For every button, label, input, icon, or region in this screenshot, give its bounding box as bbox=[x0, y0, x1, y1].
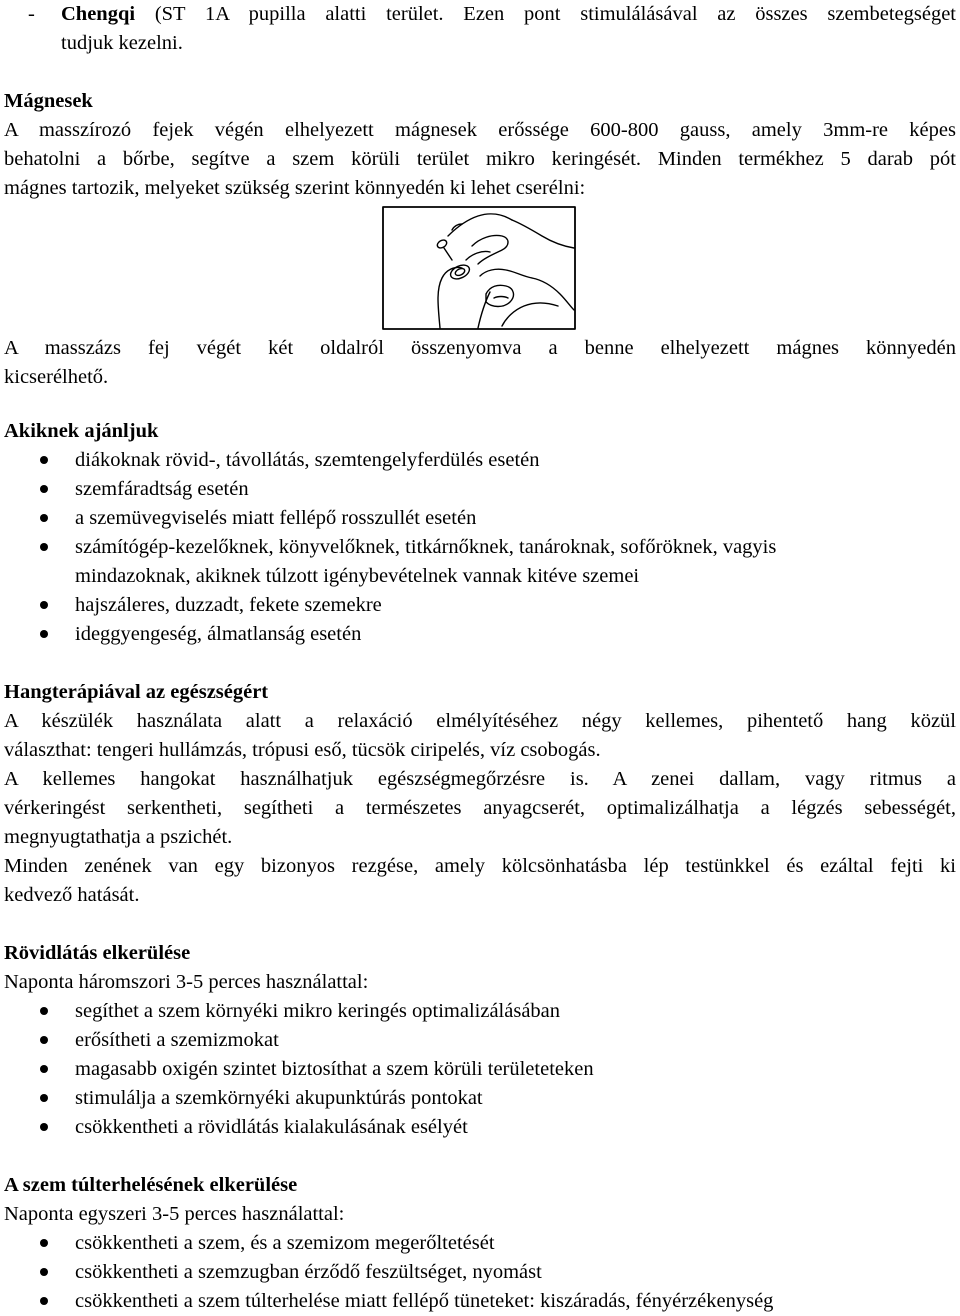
list-item-text-continued: mindazoknak, akiknek túlzott igénybevételnek vannak kitéve szemei bbox=[75, 565, 640, 587]
recommended-list bbox=[4, 446, 956, 649]
list-item bbox=[4, 1113, 956, 1142]
bullet-icon bbox=[40, 1239, 48, 1247]
bullet-icon bbox=[40, 601, 48, 609]
list-item-text: diákoknak rövid-, távollátás, szemtengelyferdülés esetén bbox=[75, 449, 540, 471]
myopia-intro: Naponta háromszori 3-5 perces használattal: bbox=[4, 971, 369, 993]
document-page bbox=[4, 0, 956, 1316]
magnets-line-2: behatolni a bőrbe, segítve a szem körüli terület mikro keringését. Minden termékhez 5 darab pót bbox=[4, 148, 956, 170]
sound-line-1: A készülék használata alatt a relaxáció elmélyítéséhez négy kellemes, pihentető hang közül bbox=[4, 710, 956, 732]
list-item-text: számítógép-kezelőknek, könyvelőknek, titkárnőknek, tanároknak, sofőröknek, vagyis bbox=[75, 536, 777, 558]
list-item bbox=[4, 533, 956, 591]
magnet-replacement-illustration-icon bbox=[382, 206, 576, 330]
list-item bbox=[4, 504, 956, 533]
sound-line-6: Minden zenének van egy bizonyos rezgése, amely kölcsönhatásba lép testünkkel és ezáltal fejti ki bbox=[4, 855, 956, 877]
bullet-icon bbox=[40, 1036, 48, 1044]
bullet-icon bbox=[40, 1268, 48, 1276]
overload-intro: Naponta egyszeri 3-5 perces használattal: bbox=[4, 1203, 345, 1225]
bullet-icon bbox=[40, 630, 48, 638]
list-item-text: csökkentheti a rövidlátás kialakulásának esélyét bbox=[75, 1116, 468, 1138]
list-item bbox=[4, 1026, 956, 1055]
bullet-icon bbox=[40, 1065, 48, 1073]
list-item bbox=[4, 1287, 956, 1316]
intro-line-2: tudjuk kezelni. bbox=[61, 32, 183, 54]
sound-line-2: választhat: tengeri hullámzás, trópusi eső, tücsök ciripelés, víz csobogás. bbox=[4, 739, 601, 761]
myopia-list bbox=[4, 997, 956, 1142]
bullet-icon bbox=[40, 456, 48, 464]
magnets-line-1: A masszírozó fejek végén elhelyezett mágnesek erőssége 600-800 gauss, amely 3mm-re képes bbox=[4, 119, 956, 141]
list-item-text: stimulálja a szemkörnyéki akupunktúrás pontokat bbox=[75, 1087, 483, 1109]
sound-heading: Hangterápiával az egészségért bbox=[4, 681, 269, 703]
bullet-icon bbox=[40, 1007, 48, 1015]
bullet-icon bbox=[40, 543, 48, 551]
list-item bbox=[4, 1055, 956, 1084]
sound-line-7: kedvező hatását. bbox=[4, 884, 140, 906]
bullet-icon bbox=[40, 1297, 48, 1305]
list-item-text: erősítheti a szemizmokat bbox=[75, 1029, 279, 1051]
magnets-after-line-2: kicserélhető. bbox=[4, 366, 109, 388]
myopia-heading: Rövidlátás elkerülése bbox=[4, 942, 191, 964]
list-item bbox=[4, 446, 956, 475]
list-item bbox=[4, 591, 956, 620]
magnets-heading: Mágnesek bbox=[4, 90, 93, 112]
bullet-icon bbox=[40, 485, 48, 493]
bullet-icon bbox=[40, 514, 48, 522]
list-item bbox=[4, 620, 956, 649]
magnets-line-3: mágnes tartozik, melyeket szükség szerint könnyedén ki lehet cserélni: bbox=[4, 177, 586, 199]
list-item-text: hajszáleres, duzzadt, fekete szemekre bbox=[75, 594, 382, 616]
overload-heading: A szem túlterhelésének elkerülése bbox=[4, 1174, 298, 1196]
list-item-text: csökkentheti a szemzugban érződő feszültséget, nyomást bbox=[75, 1261, 542, 1283]
bullet-icon bbox=[40, 1123, 48, 1131]
bullet-icon bbox=[40, 1094, 48, 1102]
list-item bbox=[4, 997, 956, 1026]
list-item-text: a szemüvegviselés miatt fellépő rosszullét esetén bbox=[75, 507, 477, 529]
sound-line-4: vérkeringést serkentheti, segítheti a természetes anyagcserét, optimalizálhatja a légzés sebességét, bbox=[4, 797, 956, 819]
list-item-text: segíthet a szem környéki mikro keringés optimalizálásában bbox=[75, 1000, 561, 1022]
list-item-text: csökkentheti a szem, és a szemizom megerőltetését bbox=[75, 1232, 495, 1254]
sound-line-3: A kellemes hangokat használhatjuk egészségmegőrzésre is. A zenei dallam, vagy ritmus a bbox=[4, 768, 956, 790]
list-item-text: szemfáradtság esetén bbox=[75, 478, 249, 500]
intro-list-item bbox=[4, 0, 956, 58]
list-item bbox=[4, 475, 956, 504]
intro-rest: (ST 1A pupilla alatti terület. Ezen pont stimulálásával az összes szembetegséget bbox=[135, 3, 956, 25]
magnets-after-line-1: A masszázs fej végét két oldalról összenyomva a benne elhelyezett mágnes könnyedén bbox=[4, 337, 956, 359]
list-item bbox=[4, 1229, 956, 1258]
list-item-text: csökkentheti a szem túlterhelése miatt fellépő tüneteket: kiszáradás, fényérzékenység bbox=[75, 1290, 774, 1312]
list-item-text: magasabb oxigén szintet biztosíthat a szem körüli területeteken bbox=[75, 1058, 594, 1080]
overload-list bbox=[4, 1229, 956, 1316]
list-item-text: ideggyengeség, álmatlanság esetén bbox=[75, 623, 362, 645]
recommended-heading: Akiknek ajánljuk bbox=[4, 420, 159, 442]
list-item bbox=[4, 1084, 956, 1113]
list-dash: - bbox=[28, 3, 35, 25]
intro-term: Chengqi bbox=[61, 3, 136, 25]
intro-line-1 bbox=[61, 0, 956, 29]
sound-line-5: megnyugtathatja a pszichét. bbox=[4, 826, 233, 848]
list-item bbox=[4, 1258, 956, 1287]
